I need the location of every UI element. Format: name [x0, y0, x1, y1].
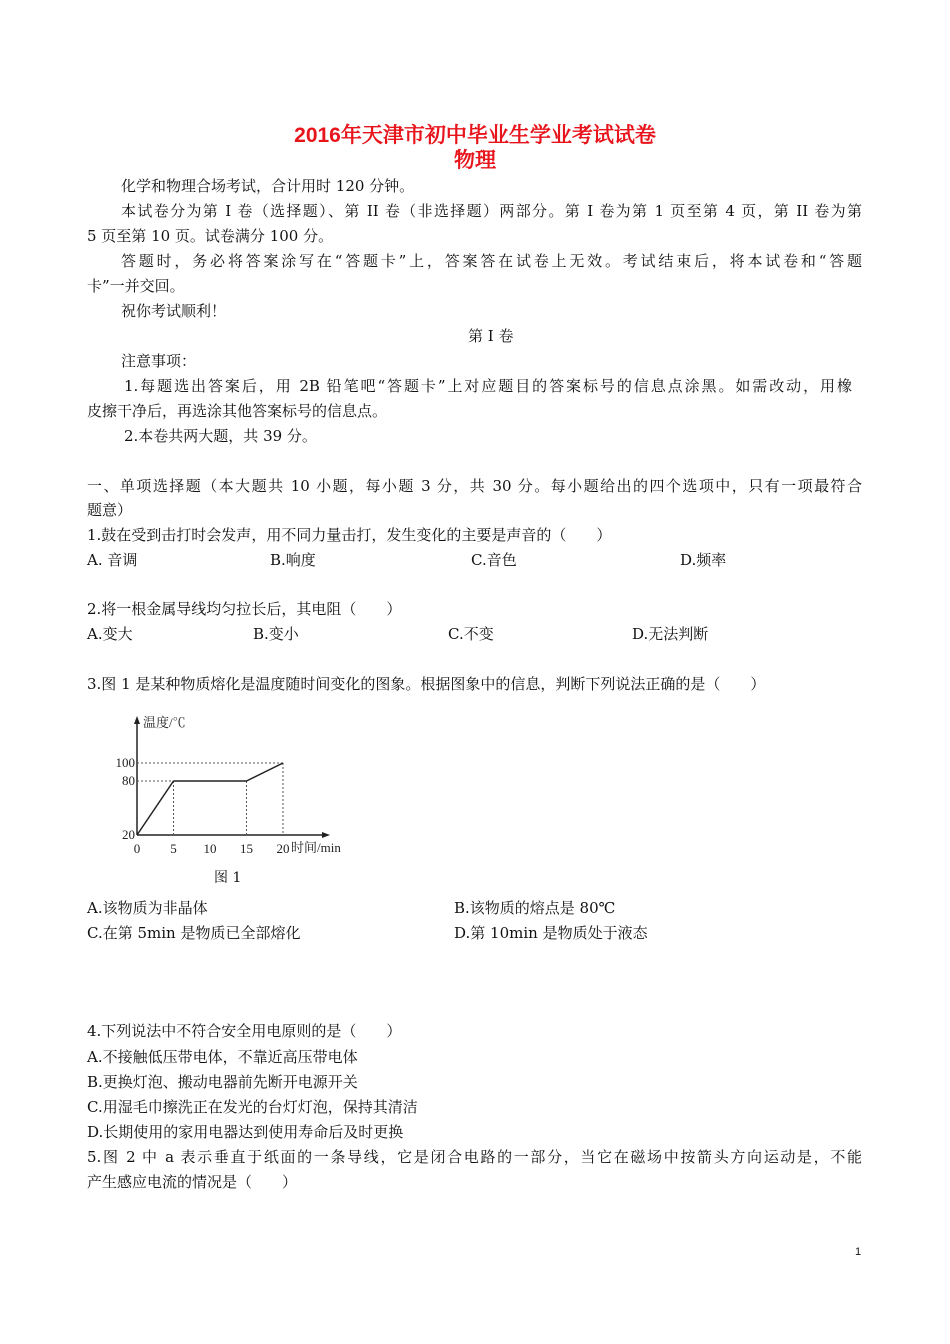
- q1-option-b: B.响度: [270, 551, 316, 569]
- y-tick-label: 80: [122, 773, 135, 788]
- x-tick-label: 0: [133, 841, 141, 856]
- temperature-line-segment: [247, 763, 284, 781]
- question-5-stem: 5.图 2 中 a 表示垂直于纸面的一条导线，它是闭合电路的一部分，当它在磁场中按箭头方向运动是，不能: [87, 1148, 862, 1166]
- q1-option-a: A. 音调: [87, 551, 138, 569]
- x-axis-label: 时间/min: [291, 840, 341, 855]
- question-3-stem: 3.图 1 是某种物质熔化是温度随时间变化的图象。根据图象中的信息，判断下列说法正确的是（ ）: [87, 675, 766, 693]
- temperature-line-segment: [137, 781, 174, 835]
- q3-option-d: D.第 10min 是物质处于液态: [454, 924, 648, 942]
- question-1-stem: 1.鼓在受到击打时会发声，用不同力量击打，发生变化的主要是声音的（ ）: [87, 526, 612, 544]
- subject-title: 物理: [454, 149, 496, 172]
- notes-line: 1.每题选出答案后，用 2B 铅笔吧“答题卡”上对应题目的答案标号的信息点涂黑。如需改动，用橡: [124, 377, 852, 395]
- exam-title: 2016年天津市初中毕业生学业考试试卷: [294, 124, 656, 147]
- x-tick-label: 10: [203, 841, 217, 856]
- q2-option-b: B.变小: [253, 625, 299, 643]
- y-tick-label: 100: [115, 755, 135, 770]
- y-axis-label: 温度/℃: [143, 715, 186, 730]
- y-tick-label: 20: [122, 827, 135, 842]
- y-axis-arrow-icon: [134, 716, 140, 724]
- x-tick-label: 15: [240, 841, 253, 856]
- q3-option-c: C.在第 5min 是物质已全部熔化: [87, 924, 301, 942]
- intro-line: 祝你考试顺利！: [121, 302, 227, 320]
- intro-line: 化学和物理合场考试，合计用时 120 分钟。: [121, 177, 415, 195]
- part-heading: 一、单项选择题（本大题共 10 小题，每小题 3 分，共 30 分。每小题给出的四个选项中，只有一项最符合: [87, 477, 862, 495]
- intro-line: 5 页至第 10 页。试卷满分 100 分。: [87, 227, 334, 245]
- figure-caption: 图 1: [214, 870, 242, 886]
- intro-line: 答题时，务必将答案涂写在“答题卡”上，答案答在试卷上无效。考试结束后，将本试卷和“答题: [121, 252, 862, 270]
- question-5-stem: 产生感应电流的情况是（ ）: [87, 1173, 298, 1191]
- q4-option-a: A.不接触低压带电体，不靠近高压带电体: [87, 1048, 358, 1066]
- notes-heading: 注意事项：: [121, 352, 197, 370]
- q4-option-d: D.长期使用的家用电器达到使用寿命后及时更换: [87, 1123, 404, 1141]
- q1-option-d: D.频率: [680, 551, 727, 569]
- q2-option-c: C.不变: [448, 625, 494, 643]
- q2-option-a: A.变大: [87, 625, 133, 643]
- section-title: 第 I 卷: [468, 327, 514, 345]
- q1-option-c: C.音色: [471, 551, 517, 569]
- notes-line: 皮擦干净后，再选涂其他答案标号的信息点。: [87, 402, 388, 420]
- q3-option-b: B.该物质的熔点是 80℃: [454, 899, 616, 917]
- q4-option-b: B.更换灯泡、搬动电器前先断开电源开关: [87, 1073, 358, 1091]
- x-tick-label: 5: [170, 841, 177, 856]
- question-2-stem: 2.将一根金属导线均匀拉长后，其电阻（ ）: [87, 600, 402, 618]
- x-axis-arrow-icon: [322, 832, 330, 838]
- question-4-stem: 4.下列说法中不符合安全用电原则的是（ ）: [87, 1022, 402, 1040]
- q3-option-a: A.该物质为非晶体: [87, 899, 208, 917]
- q2-option-d: D.无法判断: [632, 625, 709, 643]
- intro-line: 本试卷分为第 I 卷（选择题）、第 II 卷（非选择题）两部分。第 I 卷为第 1 页至第 4 页，第 II 卷为第: [121, 202, 862, 220]
- intro-line: 卡”一并交回。: [87, 277, 185, 295]
- notes-line: 2.本卷共两大题，共 39 分。: [124, 427, 317, 445]
- x-tick-label: 20: [276, 841, 290, 856]
- q4-option-c: C.用湿毛巾擦洗正在发光的台灯灯泡，保持其清洁: [87, 1098, 418, 1116]
- part-heading: 题意）: [87, 501, 133, 519]
- page-number: 1: [855, 1246, 862, 1258]
